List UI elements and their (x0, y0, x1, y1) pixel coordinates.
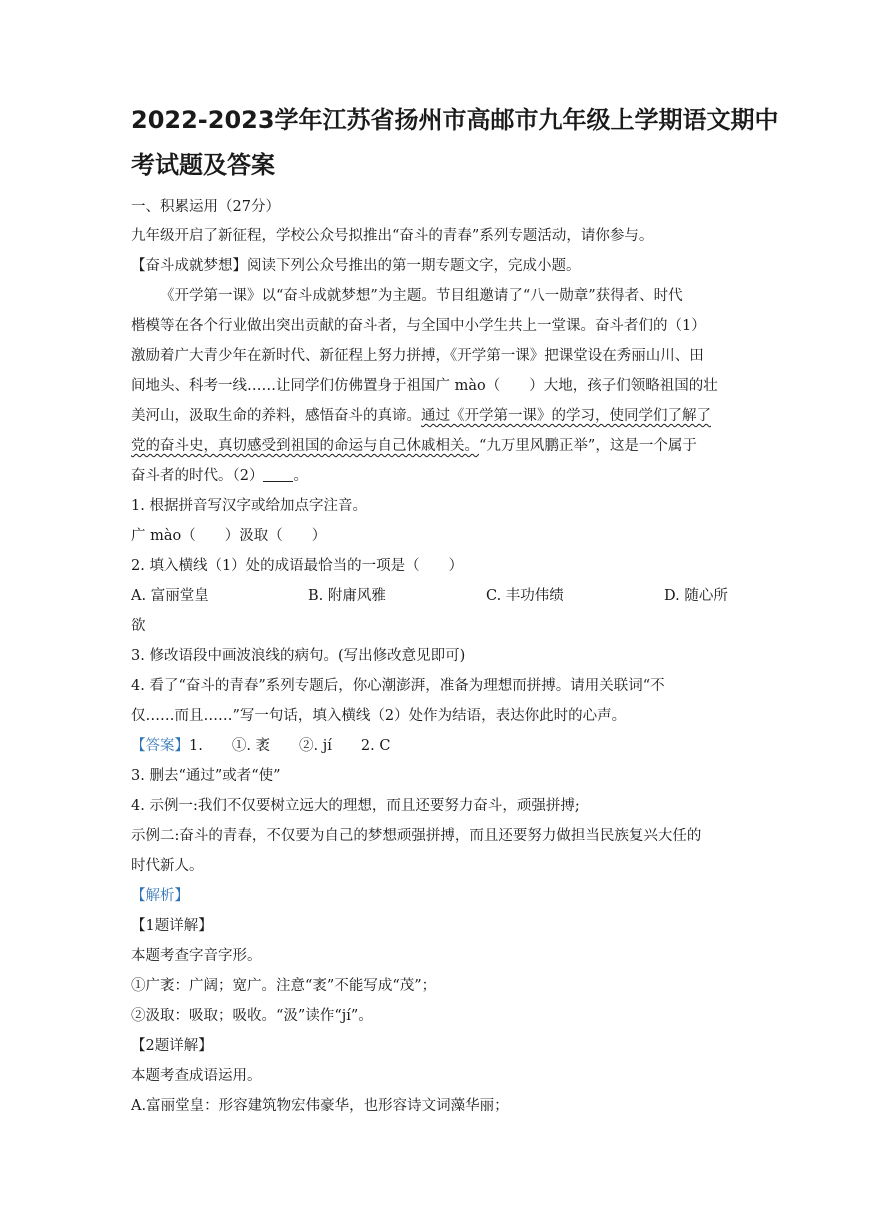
detail-1-line-3: ②汲取：吸取；吸收。“汲”读作“jí”。 (131, 1008, 373, 1024)
question-3: 3. 修改语段中画波浪线的病句。(写出修改意见即可) (131, 648, 466, 664)
wavy-sentence-part-1: 通过《开学第一课》的学习，使同学们了解了 (421, 408, 711, 424)
wavy-sentence-part-2: 党的奋斗史，真切感受到祖国的命运与自己休戚相关。 (131, 438, 479, 454)
passage-line-2: 楷模等在各个行业做出突出贡献的奋斗者，与全国中小学生共上一堂课。奋斗者们的（1） (131, 318, 706, 334)
passage-line-4: 间地头、科考一线……让同学们仿佛置身于祖国广 mào（ ）大地，孩子们领略祖国的壮 (131, 378, 718, 394)
document-title-line-1: 2022-2023学年江苏省扬州市高邮市九年级上学期语文期中 (131, 106, 779, 134)
question-4-line-2: 仅……而且……”写一句话，填入横线（2）处作为结语，表达你此时的心声。 (131, 708, 627, 724)
passage-line-7 (131, 466, 308, 486)
answer-3: 3. 删去“通过”或者“使” (131, 768, 281, 784)
option-d: D. 随心所 (664, 588, 728, 604)
detail-2-line-1: 本题考查成语运用。 (131, 1068, 262, 1084)
passage-text: “九万里风鹏正举”，这是一个属于 (479, 438, 697, 454)
answer-4-example-2-line-1: 示例二:奋斗的青春，不仅要为自己的梦想顽强拼搏，而且还要努力做担当民族复兴大任的 (131, 828, 702, 844)
intro-text: 九年级开启了新征程，学校公众号拟推出“奋斗的青春”系列专题活动，请你参与。 (131, 228, 654, 244)
answer-4-example-2-line-2: 时代新人。 (131, 858, 204, 874)
question-1-blanks: 广 mào（ ）汲取（ ） (131, 528, 327, 544)
passage-text: 。 (293, 468, 308, 484)
detail-2-heading: 【2题详解】 (131, 1038, 213, 1054)
answer-label: 【答案】 (131, 738, 189, 754)
answer-4-example-1: 4. 示例一:我们不仅要树立远大的理想，而且还要努力奋斗，顽强拼搏; (131, 798, 580, 814)
analysis-label: 【解析】 (131, 888, 189, 904)
question-1: 1. 根据拼音写汉字或给加点字注音。 (131, 498, 367, 514)
option-b: B. 附庸风雅 (308, 588, 386, 604)
question-4-line-1: 4. 看了“奋斗的青春”系列专题后，你心潮澎湃，准备为理想而拼搏。请用关联词“不 (131, 678, 665, 694)
answer-blank (263, 467, 293, 482)
detail-1-line-2: ①广袤：广阔；宽广。注意“袤”不能写成“茂”； (131, 978, 437, 994)
option-c: C. 丰功伟绩 (486, 588, 564, 604)
detail-1-heading: 【1题详解】 (131, 918, 213, 934)
passage-line-3: 激励着广大青少年在新时代、新征程上努力拼搏，《开学第一课》把课堂设在秀丽山川、田 (131, 348, 704, 364)
passage-line-5 (131, 406, 711, 426)
section-heading: 一、积累运用（27分） (131, 199, 280, 215)
option-d-continued: 欲 (131, 618, 146, 634)
detail-2-line-2: A.富丽堂皇：形容建筑物宏伟豪华，也形容诗文词藻华丽； (131, 1098, 509, 1114)
sub-heading: 【奋斗成就梦想】阅读下列公众号推出的第一期专题文字，完成小题。 (131, 258, 581, 274)
document-title-line-2: 考试题及答案 (131, 151, 275, 179)
question-2: 2. 填入横线（1）处的成语最恰当的一项是（ ） (131, 558, 464, 574)
passage-line-1: 《开学第一课》以“奋斗成就梦想”为主题。节目组邀请了“八一勋章”获得者、时代 (160, 288, 683, 304)
passage-text: 奋斗者的时代。（2） (131, 468, 264, 484)
answer-line (131, 736, 390, 756)
option-a: A. 富丽堂皇 (131, 588, 209, 604)
passage-text: 美河山，汲取生命的养料，感悟奋斗的真谛。 (131, 408, 421, 424)
detail-1-line-1: 本题考查字音字形。 (131, 948, 262, 964)
passage-line-6 (131, 436, 697, 456)
answer-text: 1. ①. 袤 ②. jí 2. C (189, 738, 391, 754)
